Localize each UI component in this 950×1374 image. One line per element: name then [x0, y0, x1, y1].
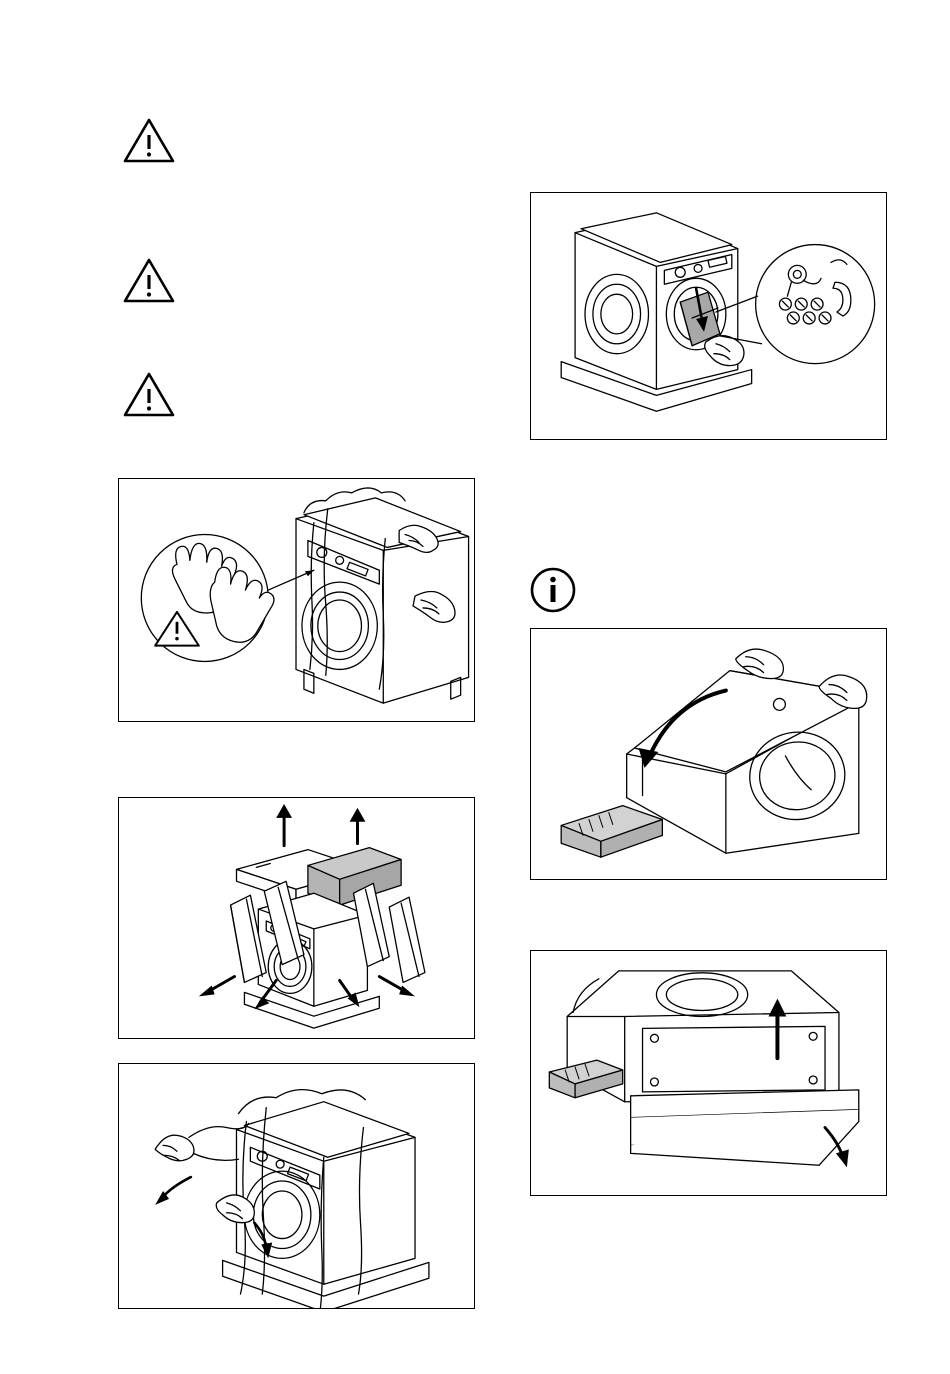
figure-transit-bolts-removal — [530, 192, 887, 440]
warning-triangle-icon — [122, 370, 176, 418]
right-column — [475, 0, 950, 1374]
figure-remove-plastic-bag — [118, 1063, 475, 1309]
warning-triangle-icon — [122, 116, 176, 164]
figure-lift-from-base — [530, 950, 887, 1196]
figure-remove-polystyrene-packaging — [118, 797, 475, 1039]
figure-protective-gloves — [118, 478, 475, 722]
info-circle-icon — [530, 567, 576, 613]
figure-tilt-appliance-backwards — [530, 628, 887, 880]
warning-triangle-icon — [122, 256, 176, 304]
